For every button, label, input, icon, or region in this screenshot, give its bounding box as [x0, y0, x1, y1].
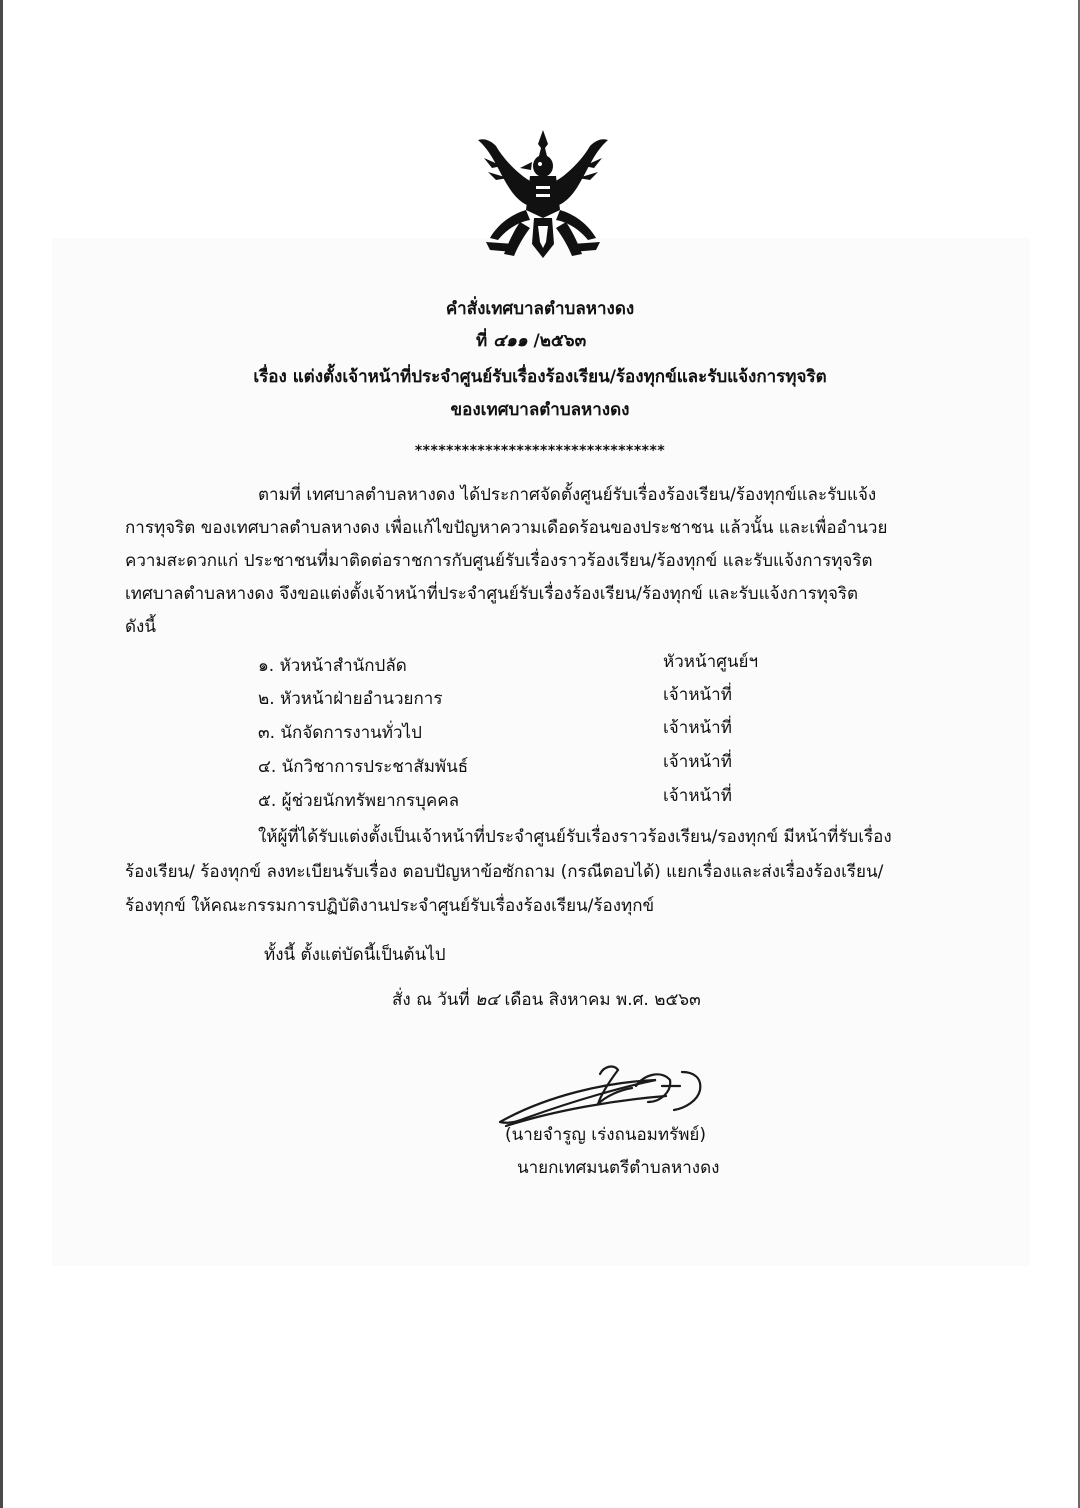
order-date: [392, 989, 701, 1011]
appointee-role: เจ้าหน้าที่: [663, 752, 732, 772]
date-day-handwritten: ๒๔: [475, 990, 500, 1010]
appointee-label: ๒. หัวหน้าฝ่ายอำนวยการ: [258, 689, 443, 709]
paragraph1-line: ความสะดวกแก่ ประชาชนที่มาติดต่อราชการกับศูนย์รับเรื่องราวร้องเรียน/ร้องทุกข์ และรับแจ้งการทุจริต: [125, 551, 873, 571]
signer-title: นายกเทศมนตรีตำบลหางดง: [517, 1158, 720, 1178]
number-handwritten: ๔๑๑: [493, 331, 528, 351]
appointee-label: ๔. นักวิชาการประชาสัมพันธ์: [258, 757, 469, 777]
subject-line-1: เรื่อง แต่งตั้งเจ้าหน้าที่ประจำศูนย์รับเรื่องร้องเรียน/ร้องทุกข์และรับแจ้งการทุจริต: [253, 367, 827, 387]
appointee-label: ๓. นักจัดการงานทั่วไป: [258, 723, 422, 743]
appointee-label: ๑. หัวหน้าสำนักปลัด: [258, 656, 407, 676]
separator: ********************************: [414, 443, 666, 459]
appointee-role: เจ้าหน้าที่: [663, 685, 732, 705]
number-suffix: /๒๕๖๓: [533, 331, 587, 351]
document-number: [476, 330, 586, 352]
effective-statement: ทั้งนี้ ตั้งแต่บัดนี้เป็นต้นไป: [264, 945, 446, 965]
paragraph1-line: ดังนี้: [125, 617, 156, 637]
appointee-role: เจ้าหน้าที่: [663, 718, 732, 738]
appointee-role: เจ้าหน้าที่: [663, 786, 732, 806]
page-edge-left: [0, 0, 3, 1508]
paragraph2-line: ให้ผู้ที่ได้รับแต่งตั้งเป็นเจ้าหน้าที่ประจำศูนย์รับเรื่องราวร้องเรียน/รองทุกข์ มีหน้าที่รับเรื่อง: [258, 827, 892, 847]
document-title: คำสั่งเทศบาลตำบลหางดง: [445, 299, 635, 319]
garuda-emblem-icon: [474, 126, 612, 264]
number-prefix: ที่: [476, 331, 488, 351]
appointee-label: ๕. ผู้ช่วยนักทรัพยากรบุคคล: [258, 791, 460, 811]
date-prefix: สั่ง ณ วันที่: [392, 990, 470, 1010]
appointee-role: หัวหน้าศูนย์ฯ: [663, 652, 759, 672]
paragraph1-line: เทศบาลตำบลหางดง จึงขอแต่งตั้งเจ้าหน้าที่ประจำศูนย์รับเรื่องร้องเรียน/ร้องทุกข์ และรับแจ้งการทุจริต: [125, 584, 859, 604]
signer-name: (นายจำรูญ เร่งถนอมทรัพย์): [505, 1125, 706, 1145]
subject-line-2: ของเทศบาลตำบลหางดง: [450, 400, 630, 420]
paragraph1-line: การทุจริต ของเทศบาลตำบลหางดง เพื่อแก้ไขปัญหาความเดือดร้อนของประชาชน แล้วนั้น และเพื่ออำนวย: [125, 518, 888, 538]
date-suffix: เดือน สิงหาคม พ.ศ. ๒๕๖๓: [504, 990, 701, 1010]
paragraph2-line: ร้องทุกข์ ให้คณะกรรมการปฏิบัติงานประจำศูนย์รับเรื่องร้องเรียน/ร้องทุกข์: [125, 896, 655, 916]
paragraph1-line: ตามที่ เทศบาลตำบลหางดง ได้ประกาศจัดตั้งศูนย์รับเรื่องร้องเรียน/ร้องทุกข์และรับแจ้ง: [258, 485, 877, 505]
paragraph2-line: ร้องเรียน/ ร้องทุกข์ ลงทะเบียนรับเรื่อง ตอบปัญหาข้อซักถาม (กรณีตอบได้) แยกเรื่องและส่งเรื่องร้องเรียน/: [125, 862, 884, 882]
